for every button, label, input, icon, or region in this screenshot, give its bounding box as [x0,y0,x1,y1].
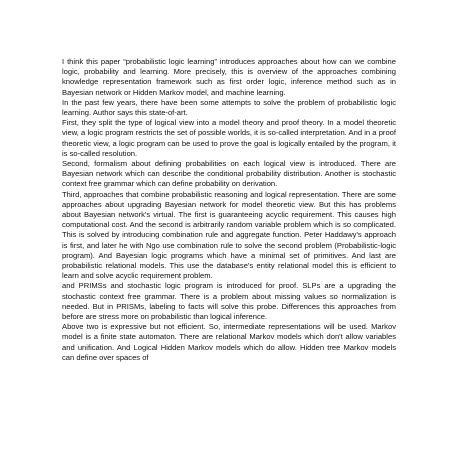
paragraph-first-logical-view: First, they split the type of logical view into a model theory and proof theory. In a model theoretic view, a logic program restricts the set of possible worlds, it is so-called interpretation. And in a proof theoretic view, a logic program can be used to prove the goal is logically entailed by the program, it is so-called resolution. [62,118,396,158]
paragraph-intermediate: Above two is expressive but not efficient. So, intermediate representations will be used. Markov model is a finite state automaton. There are relational Markov models which don't allow variables and unification. And Logical Hidden Markov models which do allow. Hidden tree Markov models can define over spaces of [62,322,396,362]
paragraph-second-formalism: Second, formalism about defining probabilities on each logical view is introduced. There are Bayesian network which can describe the conditional probability distribution. Another is stochastic context free grammar which can define probability on derivation. [62,159,396,189]
paragraph-past-attempts: In the past few years, there have been some attempts to solve the problem of probabilistic logic learning. Author says this state-of-art. [62,97,396,118]
paragraph-prisms-slps: and PRIMSs and stochastic logic program is introduced for proof. SLPs are a upgrading the stochastic context free grammar. There is a problem about missing values so normalization is needed. But in PRISMs, labeling to facts will solve this probe. Differences this approaches from before are stress more on probabilistic than logical inference. [62,281,396,322]
paragraph-third-approaches: Third, approaches that combine probabilistic reasoning and logical representation. There are some approaches about upgrading Bayesian network for model theoretic view. But this has problems about Bayesian network's virtual. The first is guaranteeing acyclic requirement. This causes high computational cost. And the second is arbitrarily random variable problem which is so complicated. This is solved by introducing combination rule and aggregate function. Peter Haddawy's approach is first, and later he with Ngo use combination rule to solve the second problem (Probabilistic-logic program). And Bayesian logic programs which have a minimal set of primitives. And last are probabilistic relational models. This use the database's entity relational model this is efficient to learn and solve acyclic requirement problem. [62,189,396,281]
document-body [62,57,396,363]
paragraph-intro: I think this paper “probabilistic logic learning” introduces approaches about how can we combine logic, probability and learning. More precisely, this is overview of the approaches combining knowledge representation framework such as first order logic, inference method such as in Bayesian network or Hidden Markov model, and machine learning. [62,57,396,97]
